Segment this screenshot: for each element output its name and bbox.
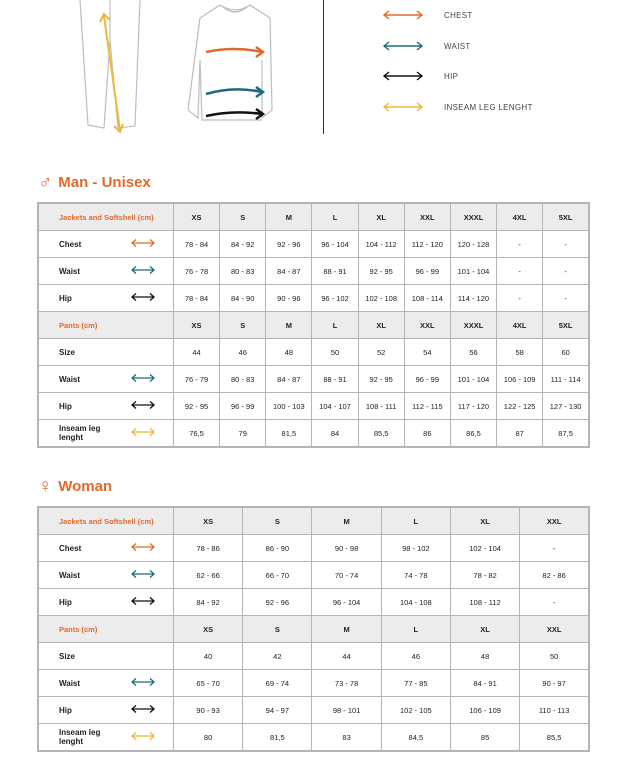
value-cell: 80 - 83: [220, 258, 266, 285]
value-cell: 73 - 78: [312, 670, 381, 697]
table-row: [38, 643, 589, 670]
size-header: 4XL: [497, 203, 543, 231]
row-label: Size: [38, 339, 113, 366]
table-header-label: Jackets and Softshell (cm): [38, 203, 173, 231]
value-cell: 90 - 97: [520, 670, 589, 697]
hip-arrow-icon: [206, 109, 263, 119]
size-header: M: [266, 312, 312, 339]
row-icon-cell: [113, 643, 173, 670]
value-cell: 96 - 99: [220, 393, 266, 420]
value-cell: 46: [220, 339, 266, 366]
row-icon-cell: [113, 724, 173, 752]
row-label: Size: [38, 643, 113, 670]
size-header: 5XL: [543, 312, 589, 339]
table-row: [38, 697, 589, 724]
legend-label: WAIST: [444, 41, 471, 51]
value-cell: 94 - 97: [243, 697, 312, 724]
value-cell: 92 - 96: [243, 589, 312, 616]
value-cell: 122 - 125: [497, 393, 543, 420]
row-icon-cell: [113, 535, 173, 562]
value-cell: 90 - 93: [173, 697, 242, 724]
value-cell: 80 - 83: [220, 366, 266, 393]
value-cell: 42: [243, 643, 312, 670]
value-cell: -: [497, 231, 543, 258]
value-cell: 98 - 101: [312, 697, 381, 724]
section-title-text: Woman: [58, 478, 113, 495]
sweater-icon: [188, 5, 272, 120]
value-cell: 96 - 99: [404, 366, 450, 393]
value-cell: 108 - 111: [358, 393, 404, 420]
value-cell: 48: [450, 643, 519, 670]
waist-arrow-icon: [206, 87, 263, 97]
row-label: Waist: [38, 670, 113, 697]
female-symbol-icon: ♀: [38, 476, 53, 497]
row-icon-cell: [113, 231, 173, 258]
table-row: [38, 535, 589, 562]
value-cell: 78 - 84: [173, 231, 219, 258]
size-header: M: [266, 203, 312, 231]
table-row: [38, 339, 589, 366]
value-cell: 110 - 113: [520, 697, 589, 724]
table-row: [38, 258, 589, 285]
table-row: [38, 285, 589, 312]
inseam-arrow-icon: [100, 14, 123, 132]
size-header: XXXL: [450, 312, 496, 339]
jackets-header-row: [38, 507, 589, 535]
value-cell: 77 - 85: [381, 670, 450, 697]
value-cell: 84 - 92: [173, 589, 242, 616]
value-cell: 78 - 84: [173, 285, 219, 312]
table-row: [38, 366, 589, 393]
value-cell: 50: [520, 643, 589, 670]
value-cell: 102 - 105: [381, 697, 450, 724]
value-cell: 87: [497, 420, 543, 448]
table-row: [38, 724, 589, 752]
value-cell: 81,5: [266, 420, 312, 448]
size-header: L: [381, 507, 450, 535]
chest-arrow-icon: [382, 9, 424, 21]
value-cell: 114 - 120: [450, 285, 496, 312]
value-cell: 104 - 112: [358, 231, 404, 258]
size-header: L: [312, 203, 358, 231]
value-cell: 104 - 108: [381, 589, 450, 616]
row-label: Hip: [38, 285, 113, 312]
value-cell: 78 - 82: [450, 562, 519, 589]
row-label: Waist: [38, 258, 113, 285]
hip-arrow-icon: [130, 596, 156, 606]
row-icon-cell: [113, 420, 173, 448]
value-cell: -: [520, 589, 589, 616]
measurement-illustration: [0, 0, 624, 140]
waist-arrow-icon: [130, 265, 156, 275]
waist-arrow-icon: [382, 40, 424, 52]
size-header: 4XL: [497, 312, 543, 339]
value-cell: 92 - 95: [173, 393, 219, 420]
legend-hip: [382, 69, 458, 83]
size-header: XL: [358, 312, 404, 339]
size-header: S: [243, 616, 312, 643]
value-cell: 84 - 87: [266, 258, 312, 285]
size-header: S: [243, 507, 312, 535]
hip-arrow-icon: [130, 292, 156, 302]
size-header: S: [220, 312, 266, 339]
value-cell: 84 - 90: [220, 285, 266, 312]
row-icon-cell: [113, 258, 173, 285]
value-cell: -: [520, 535, 589, 562]
value-cell: 88 - 91: [312, 366, 358, 393]
table-row: [38, 562, 589, 589]
row-label: Waist: [38, 562, 113, 589]
row-label: Hip: [38, 589, 113, 616]
value-cell: 84: [312, 420, 358, 448]
value-cell: 80: [173, 724, 242, 752]
value-cell: 106 - 109: [450, 697, 519, 724]
man-size-table: [37, 202, 590, 448]
value-cell: 101 - 104: [450, 366, 496, 393]
legend-label: CHEST: [444, 10, 473, 20]
value-cell: 96 - 104: [312, 589, 381, 616]
legend-label: INSEAM LEG LENGHT: [444, 102, 533, 112]
hip-arrow-icon: [130, 400, 156, 410]
value-cell: 48: [266, 339, 312, 366]
row-icon-cell: [113, 562, 173, 589]
value-cell: 88 - 91: [312, 258, 358, 285]
legend-waist: [382, 39, 471, 53]
table-row: [38, 670, 589, 697]
size-header: XS: [173, 616, 242, 643]
value-cell: 112 - 115: [404, 393, 450, 420]
inseam-arrow-icon: [382, 101, 424, 113]
value-cell: 102 - 108: [358, 285, 404, 312]
value-cell: 108 - 112: [450, 589, 519, 616]
value-cell: 46: [381, 643, 450, 670]
male-symbol-icon: ♂: [38, 172, 53, 193]
size-header: XXXL: [450, 203, 496, 231]
value-cell: 85: [450, 724, 519, 752]
pants-header-row: [38, 312, 589, 339]
value-cell: 62 - 66: [173, 562, 242, 589]
value-cell: 101 - 104: [450, 258, 496, 285]
row-icon-cell: [113, 366, 173, 393]
size-header: XS: [173, 507, 242, 535]
value-cell: 44: [312, 643, 381, 670]
value-cell: 86,5: [450, 420, 496, 448]
value-cell: 54: [404, 339, 450, 366]
row-label: Waist: [38, 366, 113, 393]
size-header: L: [312, 312, 358, 339]
size-header: M: [312, 616, 381, 643]
value-cell: 92 - 95: [358, 258, 404, 285]
value-cell: 84 - 91: [450, 670, 519, 697]
hip-arrow-icon: [130, 704, 156, 714]
value-cell: 92 - 95: [358, 366, 404, 393]
value-cell: 120 - 128: [450, 231, 496, 258]
value-cell: 40: [173, 643, 242, 670]
value-cell: 44: [173, 339, 219, 366]
table-header-label: Pants (cm): [38, 616, 173, 643]
table-row: [38, 393, 589, 420]
value-cell: -: [543, 231, 589, 258]
value-cell: 50: [312, 339, 358, 366]
waist-arrow-icon: [130, 373, 156, 383]
row-icon-cell: [113, 589, 173, 616]
value-cell: 106 - 109: [497, 366, 543, 393]
table-row: [38, 589, 589, 616]
size-header: M: [312, 507, 381, 535]
size-header: 5XL: [543, 203, 589, 231]
table-header-label: Pants (cm): [38, 312, 173, 339]
value-cell: 90 - 98: [312, 535, 381, 562]
jackets-header-row: [38, 203, 589, 231]
value-cell: 85,5: [520, 724, 589, 752]
row-label: Inseam leg lenght: [38, 724, 113, 752]
inseam-arrow-icon: [130, 427, 156, 437]
value-cell: 79: [220, 420, 266, 448]
value-cell: 98 - 102: [381, 535, 450, 562]
value-cell: 69 - 74: [243, 670, 312, 697]
row-icon-cell: [113, 339, 173, 366]
value-cell: 82 - 86: [520, 562, 589, 589]
value-cell: 86: [404, 420, 450, 448]
legend-chest: [382, 8, 473, 22]
value-cell: 76,5: [173, 420, 219, 448]
value-cell: 92 - 96: [266, 231, 312, 258]
size-header: XXL: [520, 507, 589, 535]
inseam-arrow-icon: [130, 731, 156, 741]
size-header: XXL: [404, 203, 450, 231]
value-cell: 96 - 102: [312, 285, 358, 312]
value-cell: 66 - 70: [243, 562, 312, 589]
value-cell: 70 - 74: [312, 562, 381, 589]
value-cell: 100 - 103: [266, 393, 312, 420]
value-cell: 96 - 99: [404, 258, 450, 285]
size-header: XS: [173, 203, 219, 231]
legend-inseam: [382, 100, 533, 114]
row-label: Hip: [38, 393, 113, 420]
row-label: Hip: [38, 697, 113, 724]
row-icon-cell: [113, 393, 173, 420]
divider-line: [323, 0, 324, 134]
value-cell: 127 - 130: [543, 393, 589, 420]
value-cell: 108 - 114: [404, 285, 450, 312]
value-cell: 58: [497, 339, 543, 366]
size-header: S: [220, 203, 266, 231]
value-cell: 84,5: [381, 724, 450, 752]
value-cell: 86 - 90: [243, 535, 312, 562]
woman-size-table: [37, 506, 590, 752]
chest-arrow-icon: [130, 542, 156, 552]
value-cell: -: [497, 258, 543, 285]
woman-section-title: [38, 477, 112, 496]
value-cell: 84 - 92: [220, 231, 266, 258]
value-cell: 74 - 78: [381, 562, 450, 589]
row-icon-cell: [113, 285, 173, 312]
value-cell: 52: [358, 339, 404, 366]
value-cell: 76 - 79: [173, 366, 219, 393]
size-header: L: [381, 616, 450, 643]
value-cell: 81,5: [243, 724, 312, 752]
value-cell: 65 - 70: [173, 670, 242, 697]
pants-header-row: [38, 616, 589, 643]
chest-arrow-icon: [206, 47, 263, 57]
value-cell: 90 - 96: [266, 285, 312, 312]
size-header: XL: [450, 507, 519, 535]
value-cell: 84 - 87: [266, 366, 312, 393]
value-cell: 83: [312, 724, 381, 752]
value-cell: 117 - 120: [450, 393, 496, 420]
value-cell: -: [497, 285, 543, 312]
table-header-label: Jackets and Softshell (cm): [38, 507, 173, 535]
row-label: Chest: [38, 535, 113, 562]
value-cell: 85,5: [358, 420, 404, 448]
value-cell: 76 - 78: [173, 258, 219, 285]
value-cell: 87,5: [543, 420, 589, 448]
value-cell: -: [543, 258, 589, 285]
value-cell: 111 - 114: [543, 366, 589, 393]
value-cell: 112 - 120: [404, 231, 450, 258]
hip-arrow-icon: [382, 70, 424, 82]
row-label: Inseam leg lenght: [38, 420, 113, 448]
chest-arrow-icon: [130, 238, 156, 248]
row-label: Chest: [38, 231, 113, 258]
section-title-text: Man - Unisex: [58, 174, 151, 191]
value-cell: 78 - 86: [173, 535, 242, 562]
value-cell: 60: [543, 339, 589, 366]
value-cell: 56: [450, 339, 496, 366]
value-cell: 104 - 107: [312, 393, 358, 420]
size-header: XL: [450, 616, 519, 643]
legend-label: HIP: [444, 71, 459, 81]
table-row: [38, 231, 589, 258]
row-icon-cell: [113, 670, 173, 697]
value-cell: -: [543, 285, 589, 312]
man-section-title: [38, 173, 151, 192]
waist-arrow-icon: [130, 569, 156, 579]
size-header: XS: [173, 312, 219, 339]
size-header: XXL: [404, 312, 450, 339]
table-row: [38, 420, 589, 448]
waist-arrow-icon: [130, 677, 156, 687]
value-cell: 96 - 104: [312, 231, 358, 258]
size-header: XL: [358, 203, 404, 231]
value-cell: 102 - 104: [450, 535, 519, 562]
row-icon-cell: [113, 697, 173, 724]
size-header: XXL: [520, 616, 589, 643]
